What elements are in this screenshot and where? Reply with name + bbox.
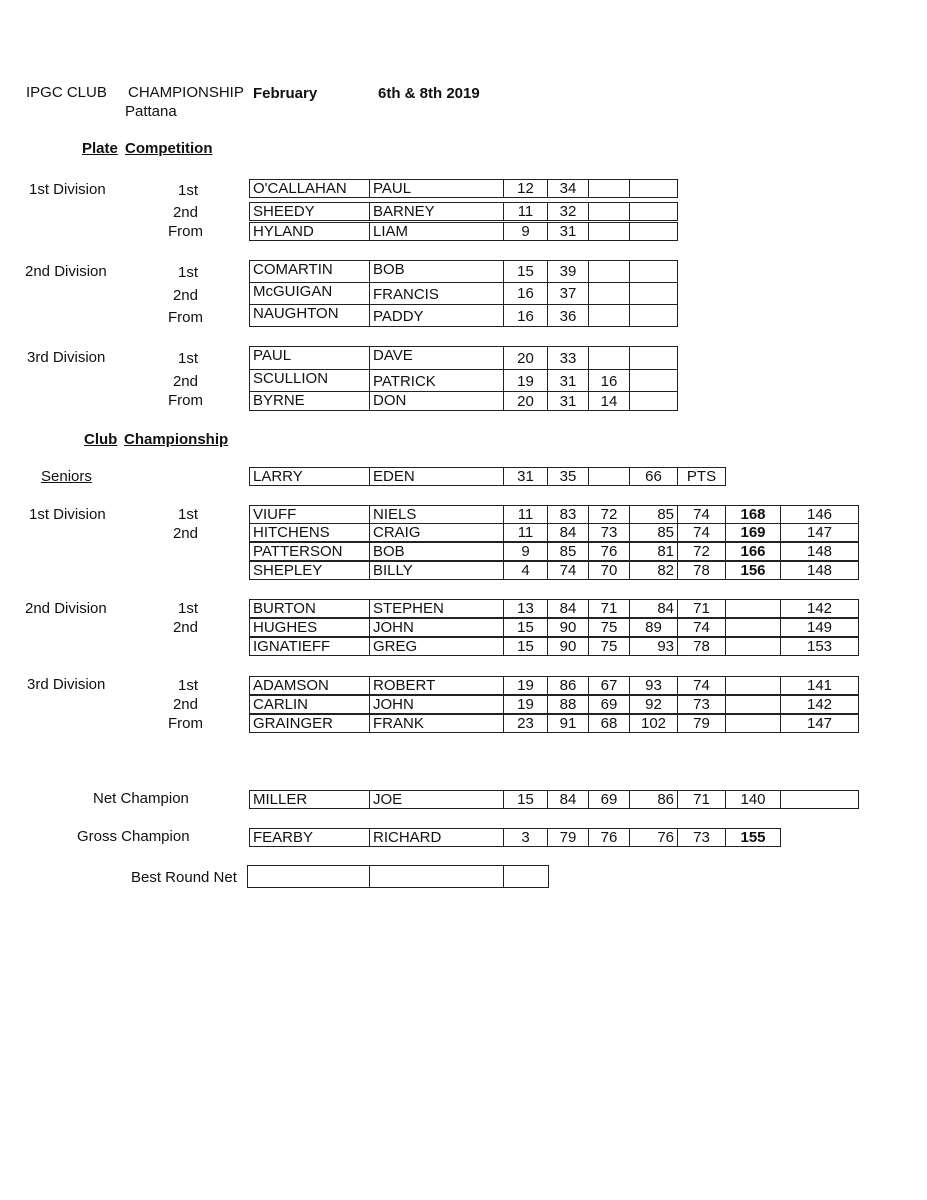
gross-champion-label: Gross Champion (77, 828, 190, 845)
net-total-cell: 142 (780, 695, 859, 714)
extra-cell (629, 304, 678, 327)
net-champion-label: Net Champion (93, 790, 189, 807)
header-club: IPGC CLUB (26, 84, 107, 101)
handicap-cell: 9 (503, 542, 548, 561)
gross-r2-cell: 76 (629, 828, 678, 847)
first-name-cell: PAUL (369, 179, 504, 198)
extra-cell (588, 304, 630, 327)
gross-r1-cell: 91 (547, 714, 589, 733)
first-name-cell: JOHN (369, 695, 504, 714)
extra-cell (629, 391, 678, 411)
division-label: 3rd Division (27, 676, 106, 693)
net-r1-cell: 75 (588, 637, 630, 656)
net-total-cell: 147 (780, 714, 859, 733)
gross-r2-cell: 86 (629, 790, 678, 809)
last-name-cell: O'CALLAHAN (249, 179, 370, 198)
last-name-cell: IGNATIEFF (249, 637, 370, 656)
last-name-cell: BURTON (249, 599, 370, 618)
handicap-cell: 16 (503, 304, 548, 327)
first-name-cell: FRANCIS (369, 282, 504, 305)
position-label: 1st (177, 350, 198, 367)
first-name-cell: ROBERT (369, 676, 504, 695)
handicap-cell: 11 (503, 505, 548, 524)
first-name-cell: JOHN (369, 618, 504, 637)
division-label: 2nd Division (25, 600, 107, 617)
last-name-cell: SCULLION (249, 369, 370, 392)
score-cell: 36 (547, 304, 589, 327)
score-cell: 34 (547, 179, 589, 198)
gross-total-cell: 166 (725, 542, 781, 561)
score-cell: 39 (547, 260, 589, 283)
gross-total-cell (725, 695, 781, 714)
score-cell: 35 (547, 467, 589, 486)
total-cell: 66 (629, 467, 678, 486)
net-r2-cell: 78 (677, 637, 726, 656)
extra-cell (588, 260, 630, 283)
net-total-cell: 146 (780, 505, 859, 524)
first-name-cell: GREG (369, 637, 504, 656)
net-r2-cell: 73 (677, 828, 726, 847)
handicap-cell: 16 (503, 282, 548, 305)
score-cell: 33 (547, 346, 589, 370)
gross-r1-cell: 85 (547, 542, 589, 561)
position-label: 1st (177, 600, 198, 617)
last-name-cell: LARRY (249, 467, 370, 486)
first-name-cell: STEPHEN (369, 599, 504, 618)
net-total-cell: 147 (780, 523, 859, 542)
extra-cell (629, 179, 678, 198)
header-month: February (253, 85, 318, 102)
handicap-cell: 23 (503, 714, 548, 733)
last-name-cell: BYRNE (249, 391, 370, 411)
handicap-cell: 11 (503, 202, 548, 221)
position-label: 2nd (172, 287, 198, 304)
last-name-cell: CARLIN (249, 695, 370, 714)
plate-title-2: Competition (125, 140, 213, 157)
handicap-cell: 15 (503, 790, 548, 809)
extra-cell (629, 369, 678, 392)
gross-r2-cell: 82 (629, 561, 678, 580)
first-name-cell: BILLY (369, 561, 504, 580)
gross-total-cell: 168 (725, 505, 781, 524)
net-r2-cell: 72 (677, 542, 726, 561)
header-venue: Pattana (125, 103, 177, 120)
extra-cell (588, 346, 630, 370)
gross-r1-cell: 90 (547, 618, 589, 637)
handicap-cell: 15 (503, 260, 548, 283)
gross-total-cell (725, 618, 781, 637)
division-label: 3rd Division (27, 349, 106, 366)
last-name-cell: SHEPLEY (249, 561, 370, 580)
last-name-cell: ADAMSON (249, 676, 370, 695)
extra-cell (629, 202, 678, 221)
gross-r1-cell: 83 (547, 505, 589, 524)
gross-total-cell: 169 (725, 523, 781, 542)
handicap-cell: 12 (503, 179, 548, 198)
net-r1-cell: 69 (588, 695, 630, 714)
net-total-cell: 148 (780, 561, 859, 580)
first-name-cell: JOE (369, 790, 504, 809)
net-r1-cell: 73 (588, 523, 630, 542)
net-total-cell: 141 (780, 676, 859, 695)
first-name-cell: PADDY (369, 304, 504, 327)
handicap-cell: 19 (503, 369, 548, 392)
division-label: 1st Division (29, 506, 106, 523)
score-cell (588, 467, 630, 486)
club-title-2: Championship (124, 431, 229, 448)
net-r1-cell: 71 (588, 599, 630, 618)
gross-r2-cell: 85 (629, 505, 678, 524)
first-name-cell: LIAM (369, 222, 504, 241)
last-name-cell: NAUGHTON (249, 304, 370, 327)
net-r2-cell: 74 (677, 676, 726, 695)
first-name-cell: BOB (369, 542, 504, 561)
last-name-cell: HITCHENS (249, 523, 370, 542)
net-r1-cell: 68 (588, 714, 630, 733)
gross-r2-cell: 85 (629, 523, 678, 542)
handicap-cell: 19 (503, 695, 548, 714)
first-name-cell: DAVE (369, 346, 504, 370)
gross-r2-cell: 81 (629, 542, 678, 561)
net-r1-cell: 70 (588, 561, 630, 580)
position-label: 2nd (172, 373, 198, 390)
last-name-cell: McGUIGAN (249, 282, 370, 305)
net-r1-cell: 75 (588, 618, 630, 637)
extra-cell (629, 346, 678, 370)
first-name-cell: NIELS (369, 505, 504, 524)
division-label: 1st Division (29, 181, 106, 198)
gross-r1-cell: 84 (547, 523, 589, 542)
first-name-cell: DON (369, 391, 504, 411)
net-r1-cell: 76 (588, 828, 630, 847)
net-r1-cell: 72 (588, 505, 630, 524)
handicap-cell: 9 (503, 222, 548, 241)
last-name-cell: PATTERSON (249, 542, 370, 561)
net-total-cell: 140 (725, 790, 781, 809)
position-label: 1st (177, 264, 198, 281)
division-label: 2nd Division (25, 263, 107, 280)
gross-r2-cell: 92 (629, 695, 678, 714)
net-r2-cell: 73 (677, 695, 726, 714)
handicap-cell: 20 (503, 346, 548, 370)
net-total-cell: 149 (780, 618, 859, 637)
points-cell: PTS (677, 467, 726, 486)
net-r1-cell: 69 (588, 790, 630, 809)
position-label: 2nd (172, 204, 198, 221)
position-label: 1st (177, 506, 198, 523)
net-r2-cell: 79 (677, 714, 726, 733)
extra-cell (588, 282, 630, 305)
net-r2-cell: 71 (677, 599, 726, 618)
handicap-cell (503, 865, 549, 888)
gross-r1-cell: 90 (547, 637, 589, 656)
club-title-1: Club (84, 431, 118, 448)
position-label: From (168, 223, 203, 240)
score-cell: 31 (547, 391, 589, 411)
gross-total-cell (725, 637, 781, 656)
plate-title-1: Plate (82, 140, 118, 157)
best-round-net-label: Best Round Net (131, 869, 237, 886)
first-name-cell: BOB (369, 260, 504, 283)
net-r1-cell: 76 (588, 542, 630, 561)
score-cell: 37 (547, 282, 589, 305)
handicap-cell: 3 (503, 828, 548, 847)
position-label: 2nd (172, 696, 198, 713)
gross-r1-cell: 88 (547, 695, 589, 714)
position-label: From (168, 715, 203, 732)
position-label: From (168, 309, 203, 326)
extra-cell (780, 790, 859, 809)
net-r2-cell: 74 (677, 618, 726, 637)
last-name-cell: PAUL (249, 346, 370, 370)
handicap-cell: 19 (503, 676, 548, 695)
extra-cell (588, 222, 630, 241)
extra-cell: 14 (588, 391, 630, 411)
extra-cell (588, 179, 630, 198)
net-r2-cell: 71 (677, 790, 726, 809)
net-total-cell: 142 (780, 599, 859, 618)
handicap-cell: 13 (503, 599, 548, 618)
extra-cell (629, 222, 678, 241)
position-label: 2nd (172, 525, 198, 542)
gross-total-cell (725, 714, 781, 733)
handicap-cell: 15 (503, 637, 548, 656)
gross-r1-cell: 84 (547, 599, 589, 618)
score-cell: 31 (503, 467, 548, 486)
header-dates: 6th & 8th 2019 (378, 85, 480, 102)
extra-cell: 16 (588, 369, 630, 392)
first-name-cell: BARNEY (369, 202, 504, 221)
last-name-cell: HYLAND (249, 222, 370, 241)
position-label: From (168, 392, 203, 409)
net-r1-cell: 67 (588, 676, 630, 695)
gross-r2-cell: 84 (629, 599, 678, 618)
last-name-cell: MILLER (249, 790, 370, 809)
seniors-label: Seniors (41, 468, 92, 485)
gross-r1-cell: 74 (547, 561, 589, 580)
handicap-cell: 11 (503, 523, 548, 542)
gross-r2-cell: 102 (629, 714, 678, 733)
gross-total-cell (725, 599, 781, 618)
position-label: 2nd (172, 619, 198, 636)
last-name-cell: HUGHES (249, 618, 370, 637)
first-name-cell: FRANK (369, 714, 504, 733)
extra-cell (629, 282, 678, 305)
last-name-cell: FEARBY (249, 828, 370, 847)
gross-total-cell: 156 (725, 561, 781, 580)
gross-r1-cell: 79 (547, 828, 589, 847)
last-name-cell (247, 865, 370, 888)
score-cell: 31 (547, 222, 589, 241)
net-r2-cell: 74 (677, 505, 726, 524)
gross-r2-cell: 89 (629, 618, 678, 637)
net-r2-cell: 78 (677, 561, 726, 580)
first-name-cell: EDEN (369, 467, 504, 486)
net-total-cell: 153 (780, 637, 859, 656)
gross-total-cell: 155 (725, 828, 781, 847)
score-cell: 31 (547, 369, 589, 392)
last-name-cell: SHEEDY (249, 202, 370, 221)
position-label: 1st (177, 677, 198, 694)
last-name-cell: VIUFF (249, 505, 370, 524)
extra-cell (629, 260, 678, 283)
header-championship: CHAMPIONSHIP (128, 84, 244, 101)
gross-r2-cell: 93 (629, 676, 678, 695)
handicap-cell: 20 (503, 391, 548, 411)
first-name-cell (369, 865, 504, 888)
position-label: 1st (177, 182, 198, 199)
net-r2-cell: 74 (677, 523, 726, 542)
last-name-cell: COMARTIN (249, 260, 370, 283)
last-name-cell: GRAINGER (249, 714, 370, 733)
gross-r1-cell: 86 (547, 676, 589, 695)
gross-total-cell (725, 676, 781, 695)
score-cell: 32 (547, 202, 589, 221)
extra-cell (588, 202, 630, 221)
net-total-cell: 148 (780, 542, 859, 561)
gross-r1-cell: 84 (547, 790, 589, 809)
gross-r2-cell: 93 (629, 637, 678, 656)
first-name-cell: RICHARD (369, 828, 504, 847)
first-name-cell: CRAIG (369, 523, 504, 542)
handicap-cell: 4 (503, 561, 548, 580)
handicap-cell: 15 (503, 618, 548, 637)
first-name-cell: PATRICK (369, 369, 504, 392)
